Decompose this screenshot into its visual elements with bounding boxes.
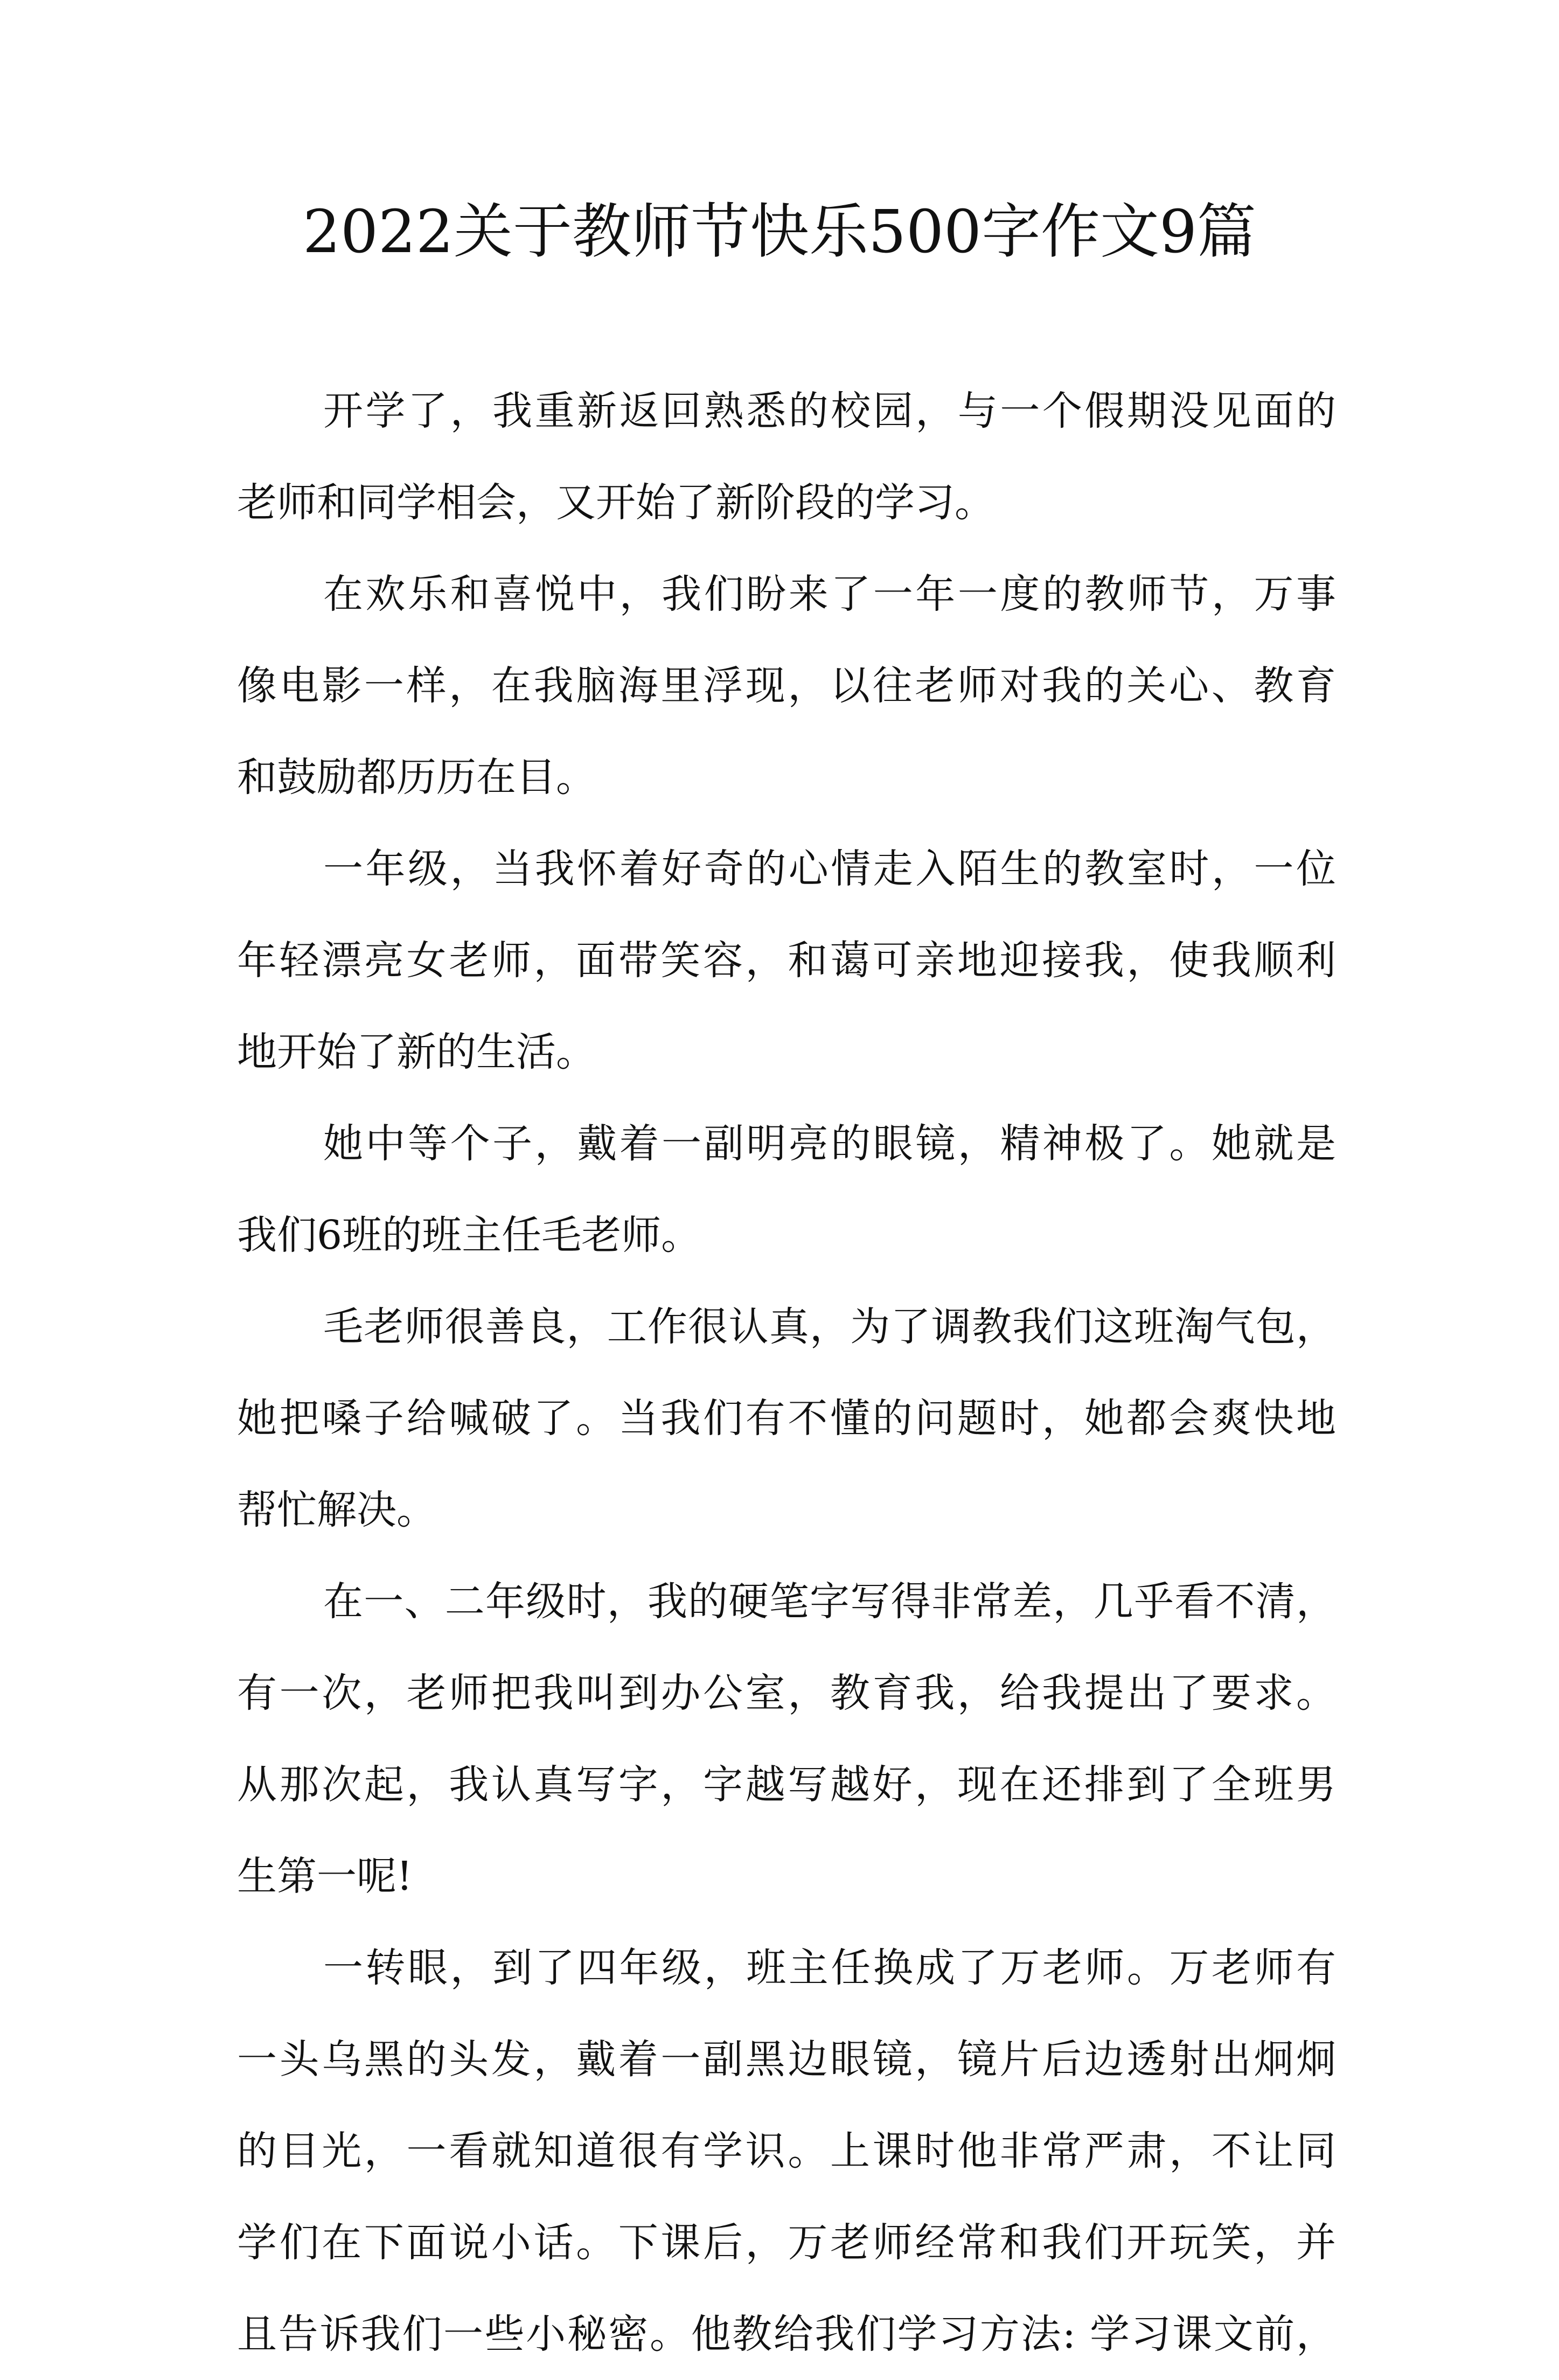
text-line: 开学了，我重新返回熟悉的校园，与一个假期没见面的	[323, 388, 1336, 434]
document-title: 2022关于教师节快乐500字作文9篇	[303, 197, 1256, 266]
text-line: 和鼓励都历历在目。	[237, 754, 596, 801]
text-line: 帮忙解决。	[237, 1487, 436, 1533]
text-line: 学们在下面说小话。下课后，万老师经常和我们开玩笑，并	[237, 2219, 1336, 2266]
text-line: 从那次起，我认真写字，字越写越好，现在还排到了全班男	[237, 1762, 1336, 1808]
text-line: 她把嗓子给喊破了。当我们有不懂的问题时，她都会爽快地	[237, 1395, 1336, 1442]
text-line: 老师和同学相会，又开始了新阶段的学习。	[237, 479, 994, 526]
text-line: 一年级，当我怀着好奇的心情走入陌生的教室时，一位	[323, 846, 1336, 892]
document-body	[237, 365, 1336, 2380]
text-line: 在欢乐和喜悦中，我们盼来了一年一度的教师节，万事	[323, 571, 1336, 617]
text-line: 在一、二年级时，我的硬笔字写得非常差，几乎看不清，	[323, 1578, 1336, 1625]
text-line: 毛老师很善良，工作很认真，为了调教我们这班淘气包，	[323, 1304, 1336, 1350]
text-line: 有一次，老师把我叫到办公室，教育我，给我提出了要求。	[237, 1670, 1336, 1716]
text-line: 地开始了新的生活。	[237, 1029, 596, 1075]
text-line: 她中等个子，戴着一副明亮的眼镜，精神极了。她就是	[323, 1121, 1336, 1167]
text-line: 一头乌黑的头发，戴着一副黑边眼镜，镜片后边透射出炯炯	[237, 2036, 1336, 2083]
text-line: 且告诉我们一些小秘密。他教给我们学习方法: 学习课文前，	[237, 2311, 1336, 2357]
text-line: 一转眼，到了四年级，班主任换成了万老师。万老师有	[323, 1945, 1336, 1991]
text-line: 像电影一样，在我脑海里浮现，以往老师对我的关心、教育	[237, 663, 1336, 709]
text-line: 生第一呢!	[237, 1853, 413, 1899]
text-line: 年轻漂亮女老师，面带笑容，和蔼可亲地迎接我，使我顺利	[237, 937, 1336, 984]
text-line: 的目光，一看就知道很有学识。上课时他非常严肃，不让同	[237, 2128, 1336, 2174]
text-line: 我们6班的班主任毛老师。	[237, 1212, 701, 1258]
